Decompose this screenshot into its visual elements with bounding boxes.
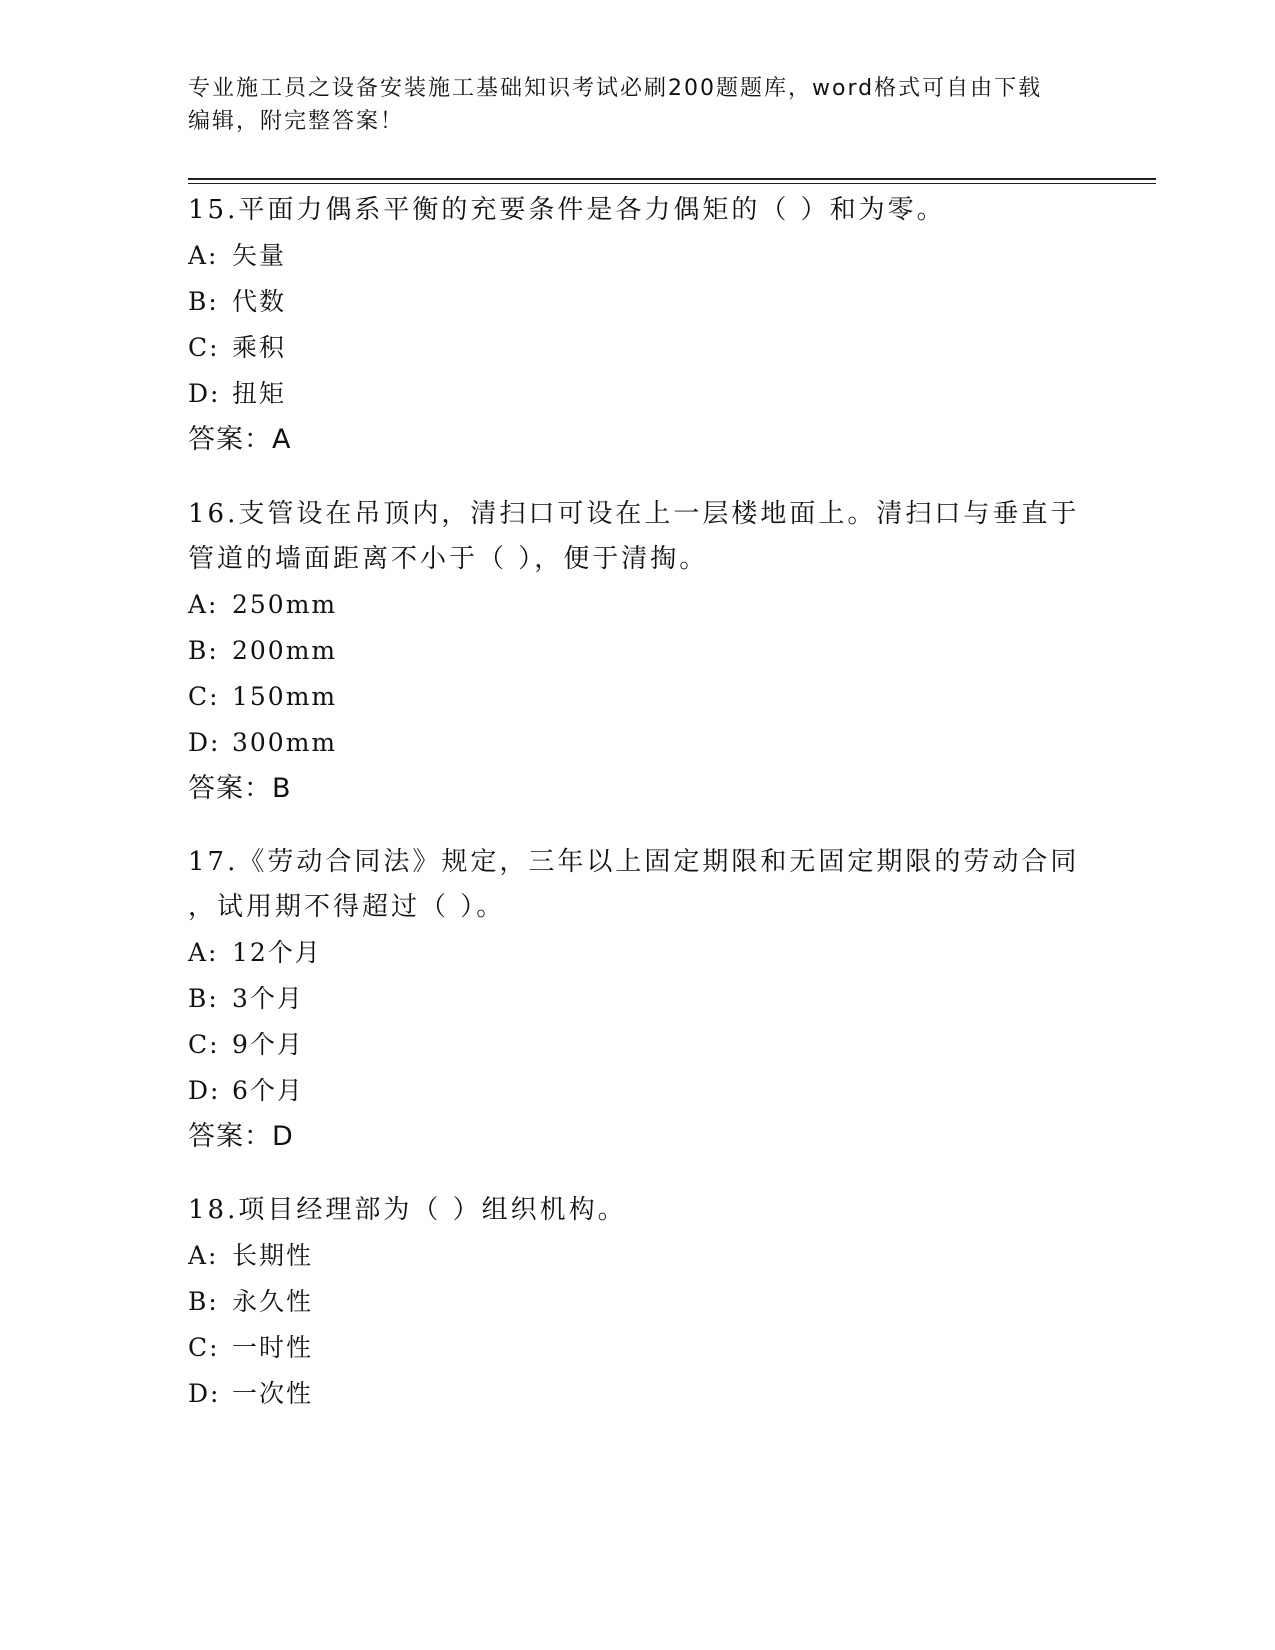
option-letter: C: <box>188 1030 220 1059</box>
option-c <box>188 674 1088 720</box>
option-text: 200mm <box>232 636 338 665</box>
answer-line: 答案：A <box>188 424 292 455</box>
question-stem-line: 16.支管设在吊顶内，清扫口可设在上一层楼地面上。清扫口与垂直于 <box>188 499 1080 529</box>
option-text: 乘积 <box>232 333 287 362</box>
option-text: 12个月 <box>232 938 322 967</box>
option-c <box>188 1022 1088 1068</box>
question-16 <box>188 492 1088 812</box>
option-d <box>188 1371 1088 1417</box>
answer-line: 答案：D <box>188 1121 294 1152</box>
option-letter: C: <box>188 682 220 711</box>
question-stem <box>188 1188 1088 1233</box>
option-letter: C: <box>188 1333 220 1362</box>
answer-line: 答案：B <box>188 773 292 804</box>
option-b <box>188 1279 1088 1325</box>
option-d <box>188 1068 1088 1114</box>
option-text: 永久性 <box>232 1287 314 1316</box>
option-text: 3个月 <box>232 984 304 1013</box>
option-c <box>188 1325 1088 1371</box>
option-b <box>188 976 1088 1022</box>
header-line-1: 专业施工员之设备安装施工基础知识考试必刷200题题库，word格式可自由下载 <box>188 76 1043 101</box>
option-text: 一时性 <box>232 1333 314 1362</box>
option-text: 6个月 <box>232 1076 304 1105</box>
question-stem <box>188 492 1088 582</box>
option-letter: D: <box>188 1379 221 1408</box>
document-header <box>188 72 1088 138</box>
header-divider-thick <box>188 178 1156 180</box>
question-stem <box>188 188 1088 233</box>
option-letter: D: <box>188 1076 221 1105</box>
option-text: 150mm <box>232 682 338 711</box>
header-divider-thin <box>188 183 1156 184</box>
option-b <box>188 628 1088 674</box>
question-15 <box>188 188 1088 463</box>
option-c <box>188 325 1088 371</box>
question-17 <box>188 840 1088 1160</box>
question-stem <box>188 840 1088 930</box>
option-text: 代数 <box>232 287 287 316</box>
option-letter: B: <box>188 287 219 316</box>
question-stem-line: 17.《劳动合同法》规定，三年以上固定期限和无固定期限的劳动合同 <box>188 847 1080 877</box>
option-letter: A: <box>188 241 219 270</box>
question-stem-line: 管道的墙面距离不小于（ ），便于清掏。 <box>188 544 709 574</box>
option-text: 9个月 <box>232 1030 304 1059</box>
option-text: 扭矩 <box>232 379 287 408</box>
option-d <box>188 720 1088 766</box>
option-text: 250mm <box>232 590 338 619</box>
option-letter: A: <box>188 1241 219 1270</box>
question-stem-line: 15.平面力偶系平衡的充要条件是各力偶矩的（ ）和为零。 <box>188 195 946 225</box>
option-text: 一次性 <box>232 1379 314 1408</box>
option-b <box>188 279 1088 325</box>
question-stem-line: 18.项目经理部为（ ）组织机构。 <box>188 1195 627 1225</box>
option-letter: B: <box>188 1287 219 1316</box>
option-letter: D: <box>188 728 221 757</box>
option-text: 长期性 <box>232 1241 314 1270</box>
option-a <box>188 582 1088 628</box>
option-d <box>188 371 1088 417</box>
option-letter: C: <box>188 333 220 362</box>
option-letter: B: <box>188 636 219 665</box>
question-stem-line: ，试用期不得超过（ ）。 <box>188 892 506 922</box>
option-text: 300mm <box>232 728 338 757</box>
option-a <box>188 1233 1088 1279</box>
header-line-2: 编辑，附完整答案！ <box>188 109 405 134</box>
option-letter: D: <box>188 379 221 408</box>
question-18 <box>188 1188 1088 1417</box>
option-letter: A: <box>188 590 219 619</box>
option-letter: B: <box>188 984 219 1013</box>
option-a <box>188 233 1088 279</box>
option-letter: A: <box>188 938 219 967</box>
option-a <box>188 930 1088 976</box>
option-text: 矢量 <box>232 241 287 270</box>
